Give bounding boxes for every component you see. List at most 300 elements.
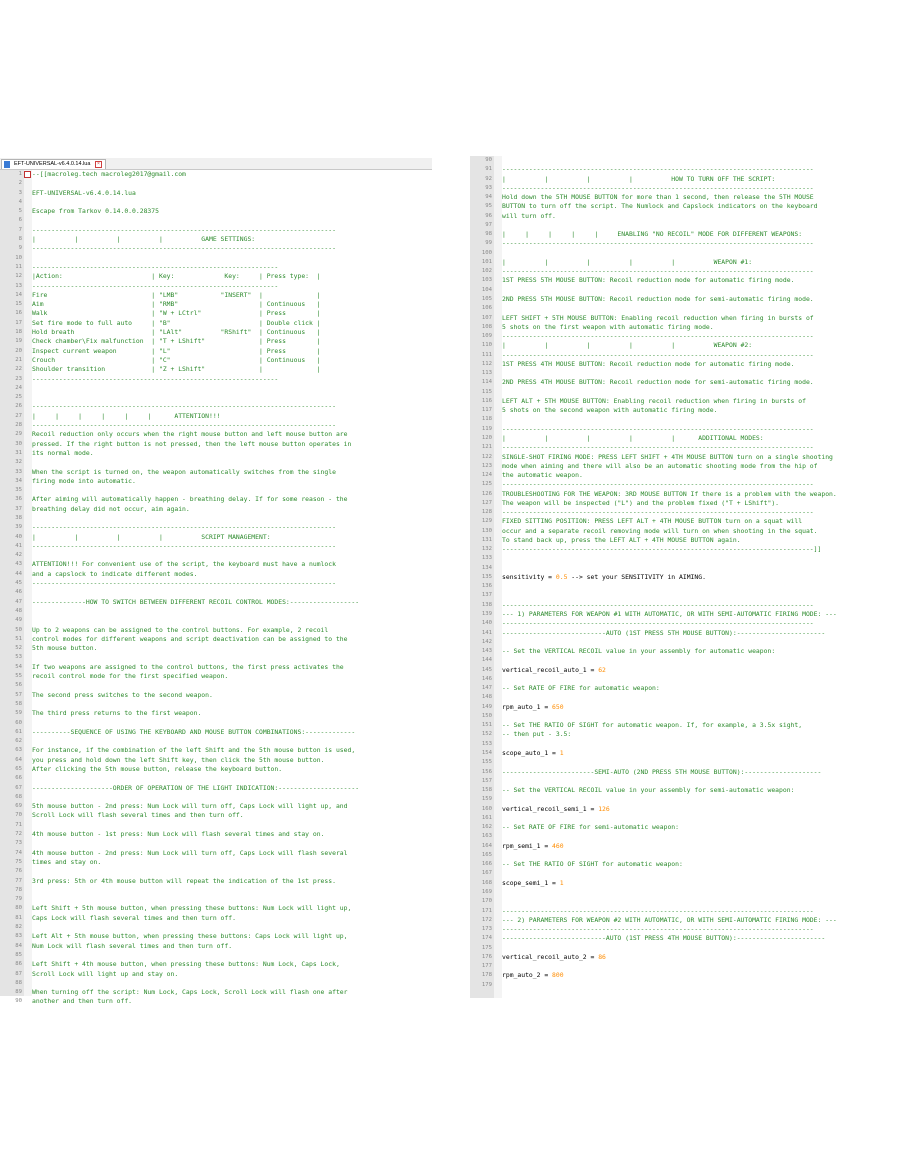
line-number: 75: [15, 858, 22, 865]
code-line: [481, 684, 908, 693]
line-text: ---------------------------------------------------------------------------------: [502, 350, 814, 359]
line-number: 24: [15, 384, 22, 391]
line-number: 150: [481, 712, 492, 719]
code-line: [481, 388, 908, 397]
code-line: [481, 749, 908, 758]
line-number: 87: [15, 970, 22, 977]
line-number: 99: [485, 240, 492, 247]
line-text: -- Set THE RATIO OF SIGHT for automatic weapon:: [502, 860, 683, 869]
code-line: [15, 932, 430, 941]
code-line: [481, 313, 908, 323]
line-text: FIXED SITTING POSITION: PRESS LEFT ALT + 4TH MOUSE BUTTON turn on a squat will: [502, 517, 803, 526]
line-number: 42: [15, 552, 22, 559]
code-line: [15, 969, 430, 979]
tab-eft-universal[interactable]: [1, 159, 106, 169]
line-number: 8: [18, 236, 22, 243]
line-text: -------------------------------------------------------------------------------: [32, 541, 336, 550]
line-text: 1ST PRESS 5TH MOUSE BUTTON: Recoil reduction mode for automatic firing mode.: [502, 276, 795, 285]
code-line: [15, 979, 430, 988]
line-text: ------------------------SEMI-AUTO (2ND PRESS 5TH MOUSE BUTTON):--------------------: [502, 767, 822, 776]
line-number: 156: [481, 768, 492, 775]
code-line: [481, 304, 908, 313]
code-line: [15, 262, 430, 272]
code-line: [15, 848, 430, 858]
line-text: ---------------------------------------------------------------------------------: [502, 925, 814, 934]
line-number: 138: [481, 601, 492, 608]
line-number: 133: [481, 555, 492, 562]
line-number: 161: [481, 814, 492, 821]
code-line: [15, 793, 430, 802]
code-line: [481, 851, 908, 860]
code-line: [18, 207, 430, 216]
code-line: [15, 486, 430, 495]
code-line: [481, 535, 908, 545]
line-text: 5 shots on the second weapon with automatic firing mode.: [502, 406, 718, 415]
line-text: TROUBLESHOOTING FOR THE WEAPON: 3RD MOUSE BUTTON If there is a problem with the weapon.: [502, 489, 837, 498]
number-literal: 62: [598, 665, 606, 674]
line-text: After clicking the 5th mouse button, release the keyboard button.: [32, 765, 283, 773]
code-line: [15, 523, 430, 532]
line-number: 64: [15, 756, 22, 763]
line-text: BUTTON to turn off the script. The Numlock and Capslock indicators on the keyboard: [502, 202, 818, 211]
line-text: Set fire mode to full auto | "B" | Double click |: [32, 318, 321, 327]
line-text: control modes for different weapons and script deactivation can be assigned to the: [32, 634, 348, 643]
line-number: 10: [15, 254, 22, 261]
code-line: [481, 572, 908, 582]
line-text: |Action: | Key: Key: | Press type: |: [32, 272, 321, 281]
line-number: 102: [481, 268, 492, 275]
line-text: --------------HOW TO SWITCH BETWEEN DIFFERENT RECOIL CONTROL MODES:------------------: [32, 597, 360, 606]
code-line: [481, 693, 908, 702]
line-text: 1ST PRESS 4TH MOUSE BUTTON: Recoil reduction mode for automatic firing mode.: [502, 359, 795, 368]
line-number: 123: [481, 462, 492, 469]
line-text: 4th mouse button - 2nd press: Num Lock will turn off, Caps Lock will flash several: [32, 848, 348, 857]
line-number: 93: [485, 184, 492, 191]
line-number: 6: [18, 217, 22, 224]
code-line: [15, 616, 430, 625]
code-line: [15, 458, 430, 467]
code-line: [481, 647, 908, 656]
code-line: [481, 962, 908, 971]
code-line: [15, 541, 430, 551]
code-line: [481, 952, 908, 962]
line-number: 134: [481, 564, 492, 571]
line-trailing-text: --> set your SENSITIVITY in AIMING.: [567, 572, 706, 581]
line-number: 137: [481, 592, 492, 599]
code-line: [15, 300, 430, 309]
line-text: pressed. If the right button is not pressed, then the left mouse button operates in: [32, 439, 352, 448]
line-number: 163: [481, 833, 492, 840]
code-line: [481, 350, 908, 360]
line-number: 115: [481, 388, 492, 395]
code-line: [481, 712, 908, 721]
line-number: 81: [15, 914, 22, 921]
line-number: 142: [481, 638, 492, 645]
line-number: 91: [485, 166, 492, 173]
line-number: 39: [15, 524, 22, 531]
tab-bar: [0, 158, 432, 170]
line-text: To stand back up, press the LEFT ALT + 4TH MOUSE BUTTON again.: [502, 535, 741, 544]
line-number: 69: [15, 803, 22, 810]
line-number: 66: [15, 775, 22, 782]
line-number: 31: [15, 449, 22, 456]
line-number: 109: [481, 333, 492, 340]
line-number: 155: [481, 759, 492, 766]
line-number: 147: [481, 685, 492, 692]
code-line: [481, 378, 908, 387]
line-number: 4: [18, 198, 22, 205]
line-number: 157: [481, 777, 492, 784]
code-line: [481, 878, 908, 888]
line-number: 79: [15, 896, 22, 903]
line-text: -- Set the VERTICAL RECOIL value in your assembly for automatic weapon:: [502, 647, 776, 656]
code-line: [481, 702, 908, 712]
code-line: [15, 662, 430, 672]
code-line: [18, 198, 430, 207]
code-line: [481, 610, 908, 619]
code-line: [15, 988, 430, 997]
line-text: EFT-UNIVERSAL-v6.4.0.14.lua: [32, 188, 136, 197]
line-number: 131: [481, 536, 492, 543]
fold-toggle-icon[interactable]: [24, 171, 31, 178]
line-text: ---------------------------AUTO (1ST PRESS 4TH MOUSE BUTTON):-----------------------: [502, 934, 826, 943]
line-number: 58: [15, 700, 22, 707]
line-number: 83: [15, 933, 22, 940]
line-number: 143: [481, 648, 492, 655]
line-number: 95: [485, 203, 492, 210]
line-number: 112: [481, 360, 492, 367]
code-line: [481, 461, 908, 471]
number-literal: 0.5: [555, 572, 568, 581]
line-text: LEFT SHIFT + 5TH MOUSE BUTTON: Enabling recoil reduction when firing in bursts of: [502, 313, 814, 322]
line-number: 121: [481, 444, 492, 451]
line-text: 2ND PRESS 5TH MOUSE BUTTON: Recoil reduction mode for semi-automatic firing mode.: [502, 294, 814, 303]
line-number: 144: [481, 657, 492, 664]
line-number: 164: [481, 842, 492, 849]
line-text: Crouch | "C" | Continuous |: [32, 355, 321, 364]
line-text: -------------------------------------------------------------------------------: [32, 402, 336, 411]
line-number: 98: [485, 231, 492, 238]
code-line: [485, 211, 908, 221]
code-line: [15, 607, 430, 616]
line-text: ---------------------------------------------------------------------------------: [502, 267, 814, 276]
code-line: [15, 886, 430, 895]
code-line: [15, 337, 430, 346]
line-number: 177: [481, 963, 492, 970]
line-number: 32: [15, 459, 22, 466]
line-number: 54: [15, 663, 22, 670]
code-line: [481, 554, 908, 563]
code-line: [481, 638, 908, 647]
code-area[interactable]: [481, 156, 908, 998]
code-line: [15, 597, 430, 607]
line-text: The third press returns to the first weapon.: [32, 709, 202, 718]
line-number: 50: [15, 626, 22, 633]
code-line: [15, 765, 430, 774]
line-number: 62: [15, 738, 22, 745]
line-number: 107: [481, 314, 492, 321]
line-number: 40: [15, 533, 22, 540]
line-number: 132: [481, 546, 492, 553]
code-line: [481, 906, 908, 916]
code-editor[interactable]: [0, 170, 432, 1006]
code-line: [481, 480, 908, 489]
line-number: 135: [481, 573, 492, 580]
code-line: [15, 365, 430, 374]
code-line: [481, 257, 908, 267]
line-text: ---------------------------------------------------------------------------------: [502, 508, 814, 517]
line-text: ATTENTION!!! For convenient use of the script, the keyboard must have a numlock: [32, 560, 336, 569]
code-line: [15, 588, 430, 597]
code-line: [481, 600, 908, 610]
line-number: 23: [15, 375, 22, 382]
line-text: occur and a separate recoil removing mode will turn on when shooting in the squat.: [502, 526, 818, 535]
code-line: [485, 156, 908, 165]
line-text: another and then turn off.: [32, 997, 133, 1006]
code-line: [18, 179, 430, 188]
line-number: 96: [485, 212, 492, 219]
line-number: 61: [15, 728, 22, 735]
code-line: [481, 564, 908, 573]
code-line: [481, 934, 908, 943]
line-text: ---------------------------------------------------------------------------------: [502, 239, 814, 248]
line-number: 160: [481, 805, 492, 812]
line-number: 106: [481, 305, 492, 312]
code-line: [15, 384, 430, 393]
code-line: [15, 951, 430, 960]
code-line: [481, 322, 908, 332]
line-number: 125: [481, 481, 492, 488]
code-line: [15, 653, 430, 662]
code-line: [485, 193, 908, 202]
line-text: ---------------------------AUTO (1ST PRESS 5TH MOUSE BUTTON):-----------------------: [502, 628, 826, 637]
code-line: [18, 244, 430, 253]
line-text: Up to 2 weapons can be assigned to the control buttons. For example, 2 recoil: [32, 625, 329, 634]
code-area[interactable]: [15, 170, 430, 1006]
line-number: 165: [481, 851, 492, 858]
code-line: [481, 832, 908, 841]
line-number: 108: [481, 323, 492, 330]
code-line: [15, 802, 430, 811]
line-text: Left Shift + 4th mouse button, when pressing these buttons: Num Lock, Caps Lock,: [32, 960, 340, 969]
code-line: [15, 681, 430, 690]
line-number: 92: [485, 175, 492, 182]
code-line: [481, 656, 908, 665]
code-line: [481, 341, 908, 350]
code-line: [15, 830, 430, 839]
code-line: [18, 216, 430, 225]
right-editor-panel: [470, 156, 910, 998]
line-text: breathing delay did not occur, aim again.: [32, 504, 190, 513]
number-literal: 86: [598, 952, 606, 961]
code-line: [481, 814, 908, 823]
line-text: | | | | | WEAPON #1:: [502, 257, 753, 266]
code-line: [481, 508, 908, 517]
number-literal: 650: [552, 702, 564, 711]
code-line: [15, 318, 430, 328]
line-number: 122: [481, 453, 492, 460]
code-line: [15, 402, 430, 411]
line-number: 128: [481, 509, 492, 516]
line-number: 74: [15, 849, 22, 856]
line-text: ---------------------------------------------------------------------------------: [502, 443, 814, 452]
code-line: [481, 452, 908, 462]
line-number: 100: [481, 249, 492, 256]
line-text: firing mode into automatic.: [32, 476, 136, 485]
number-literal: 1: [559, 878, 564, 887]
line-text: scope_semi_1 =: [502, 878, 560, 887]
line-number: 82: [15, 924, 22, 931]
line-text: Left Alt + 5th mouse button, when pressing these buttons: Caps Lock will light up,: [32, 932, 348, 941]
code-line: [481, 915, 908, 925]
code-line: [481, 517, 908, 526]
code-line: [15, 857, 430, 867]
code-line: [481, 471, 908, 480]
line-number: 72: [15, 831, 22, 838]
line-number: 175: [481, 944, 492, 951]
code-line: [15, 476, 430, 486]
line-number: 114: [481, 379, 492, 386]
line-number: 13: [15, 282, 22, 289]
line-text: The weapon will be inspected ("L") and the problem fixed ("T + LShift").: [502, 498, 780, 507]
line-text: 2ND PRESS 4TH MOUSE BUTTON: Recoil reduction mode for semi-automatic firing mode.: [502, 378, 814, 387]
line-number: 78: [15, 886, 22, 893]
line-number: 172: [481, 916, 492, 923]
code-line: [481, 359, 908, 369]
line-number: 169: [481, 888, 492, 895]
code-line: [15, 895, 430, 904]
line-text: -- then put - 3.5:: [502, 730, 572, 739]
line-number: 14: [15, 291, 22, 298]
line-text: For instance, if the combination of the left Shift and the 5th mouse button is used,: [32, 746, 356, 755]
code-line: [15, 774, 430, 783]
code-line: [15, 839, 430, 848]
line-text: -------------------------------------------------------------------------------: [32, 244, 336, 253]
line-text: Recoil reduction only occurs when the right mouse button and left mouse button are: [32, 430, 348, 439]
line-number: 38: [15, 514, 22, 521]
line-number: 127: [481, 499, 492, 506]
line-text: ----------------------------------------------------------------: [32, 374, 279, 383]
line-text: scope_auto_1 =: [502, 749, 560, 757]
code-line: [485, 165, 908, 174]
code-line: [15, 737, 430, 746]
code-line: [15, 997, 430, 1006]
line-number: 19: [15, 338, 22, 345]
line-number: 124: [481, 472, 492, 479]
line-number: 55: [15, 673, 22, 680]
line-number: 84: [15, 942, 22, 949]
code-line: [481, 804, 908, 814]
line-text: Hold breath | "LAlt" "RShift" | Continuous |: [32, 328, 321, 337]
line-text: | | | | | | ATTENTION!!!: [32, 411, 221, 420]
close-icon[interactable]: ×: [95, 161, 102, 168]
line-number: 168: [481, 879, 492, 886]
code-line: [15, 560, 430, 569]
code-line: [481, 433, 908, 443]
code-line: [15, 625, 430, 635]
line-number: 140: [481, 620, 492, 627]
line-number: 9: [18, 245, 22, 252]
code-line: [481, 823, 908, 832]
line-text: ---------------------------------------------------------------------------------: [502, 600, 814, 609]
line-text: | | | | | ADDITIONAL MODES:: [502, 433, 764, 442]
code-line: [15, 700, 430, 709]
line-text: vertical_recoil_semi_1 =: [502, 804, 599, 813]
line-text: mode when aiming and there will also be an automatic shooting mode from the hip of: [502, 461, 818, 470]
line-text: Scroll Lock will light up and stay on.: [32, 969, 179, 978]
line-text: rpm_semi_1 =: [502, 841, 553, 850]
number-literal: 460: [552, 841, 564, 850]
line-number: 60: [15, 719, 22, 726]
code-line: [481, 443, 908, 452]
line-text: Scroll Lock will flash several times and then turn off.: [32, 811, 244, 820]
code-line: [15, 355, 430, 365]
code-line: [18, 225, 430, 235]
line-number: 67: [15, 784, 22, 791]
line-number: 18: [15, 329, 22, 336]
line-text: Fire | "LMB" "INSERT" | |: [32, 290, 321, 299]
line-text: and a capslock to indicate different modes.: [32, 569, 198, 578]
line-text: After aiming will automatically happen - breathing delay. If for some reason - the: [32, 495, 348, 504]
code-line: [481, 498, 908, 508]
line-text: rpm_auto_2 =: [502, 971, 553, 980]
code-line: [481, 860, 908, 869]
line-text: -- Set the VERTICAL RECOIL value in your assembly for semi-automatic weapon:: [502, 786, 795, 795]
line-number: 170: [481, 898, 492, 905]
file-icon: [4, 161, 10, 168]
line-text: -------------------------------------------------------------------------------: [32, 579, 336, 588]
number-literal: 800: [552, 971, 564, 980]
code-line: [15, 867, 430, 876]
line-number: 179: [481, 981, 492, 988]
line-text: ----------------------------------------------------------------: [32, 262, 279, 271]
line-text: ----------SEQUENCE OF USING THE KEYBOARD AND MOUSE BUTTON COMBINATIONS:-------------: [32, 727, 356, 736]
line-text: --- 2) PARAMETERS FOR WEAPON #2 WITH AUTOMATIC, OR WITH SEMI-AUTOMATIC FIRING MODE: ---: [502, 915, 837, 924]
code-line: [485, 183, 908, 193]
line-number: 63: [15, 747, 22, 754]
fold-margin: [494, 156, 502, 998]
code-editor[interactable]: [470, 156, 910, 998]
line-number: 90: [15, 998, 22, 1005]
code-line: [15, 960, 430, 969]
line-text: --[[macroleg.tech macroleg2017@gmail.com: [32, 170, 186, 178]
line-text: Check chamber\Fix malfunction | "T + LShift" | Press |: [32, 337, 321, 346]
code-line: [15, 281, 430, 291]
line-text: LEFT ALT + 5TH MOUSE BUTTON: Enabling recoil reduction when firing in bursts of: [502, 396, 806, 405]
code-line: [481, 406, 908, 415]
code-line: [15, 821, 430, 830]
line-text: vertical_recoil_auto_1 =: [502, 665, 599, 674]
fold-margin: [24, 170, 32, 996]
code-line: [15, 504, 430, 514]
line-number: 21: [15, 356, 22, 363]
line-number: 94: [485, 194, 492, 201]
line-number: 89: [15, 989, 22, 996]
line-number: 12: [15, 273, 22, 280]
line-number: 148: [481, 694, 492, 701]
code-line: [15, 746, 430, 755]
code-line: [15, 634, 430, 644]
code-line: [15, 421, 430, 430]
line-number: 176: [481, 953, 492, 960]
line-number: 158: [481, 787, 492, 794]
line-number: 85: [15, 951, 22, 958]
code-line: [481, 267, 908, 276]
code-line: [18, 170, 430, 179]
code-line: [15, 448, 430, 458]
line-text: 4th mouse button - 1st press: Num Lock will flash several times and stay on.: [32, 830, 325, 839]
line-number: 26: [15, 403, 22, 410]
